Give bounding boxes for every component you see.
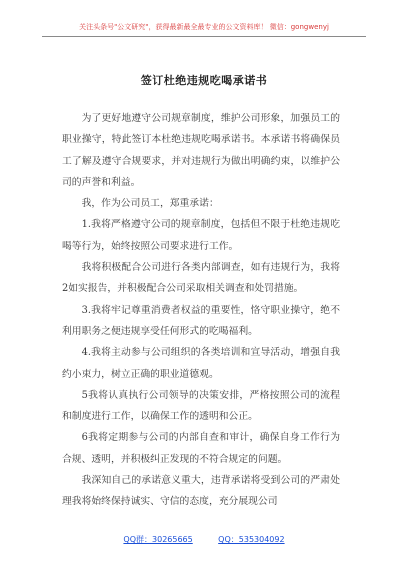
paragraph: 4.我将主动参与公司组织的各类培训和宣导活动，增强自我约小束力，树立正确的职业道德观。 [62,347,340,380]
document-body [62,108,340,513]
paragraph: 我深知自己的承诺意义重大，违背承诺将受到公司的严肃处理我将始终保持诚实、守信的态度，充分展现公司 [62,475,340,508]
document-title: 签订杜绝违规吃喝承诺书 [140,74,268,87]
paragraph: 为了更好地遵守公司规章制度，维护公司形象，加强员工的职业操守，特此签订本杜绝违规吃喝承诺书。本承诺书将确保员工了解及遵守合规要求，并对违规行为做出明确约束，以维护公司的声誉和利益。 [62,113,340,188]
paragraph: 1.我将严格遵守公司的规章制度，包括但不限于杜绝违规吃喝等行为，始终按照公司要求进行工作。 [62,219,340,252]
qq-group-link[interactable]: QQ群：30265665 [123,535,193,544]
footer-contact [0,534,408,545]
paragraph: 3.我将牢记尊重消费者权益的重要性，恪守职业操守，绝不利用职务之便违规享受任何形式的吃喝福利。 [62,304,340,337]
paragraph: 我将积极配合公司进行各类内部调查，如有违规行为，我将2如实报告，并积极配合公司采取相关调查和处罚措施。 [62,262,340,295]
qq-contact-link[interactable]: QQ：535304092 [218,535,285,544]
paragraph: 6我将定期参与公司的内部自查和审计，确保自身工作行为合规、透明，并积极纠正发现的不符合规定的问题。 [62,432,340,465]
header-banner[interactable]: 关注头条号"公文研究"，获得最新最全最专业的公文资料库！ 微信：gongwenyj [79,23,329,31]
paragraph: 我，作为公司员工，郑重承诺： [81,198,219,210]
paragraph: 5我将认真执行公司领导的决策安排，严格按照公司的流程和制度进行工作，以确保工作的透明和公正。 [62,389,340,423]
header-divider [42,36,366,37]
